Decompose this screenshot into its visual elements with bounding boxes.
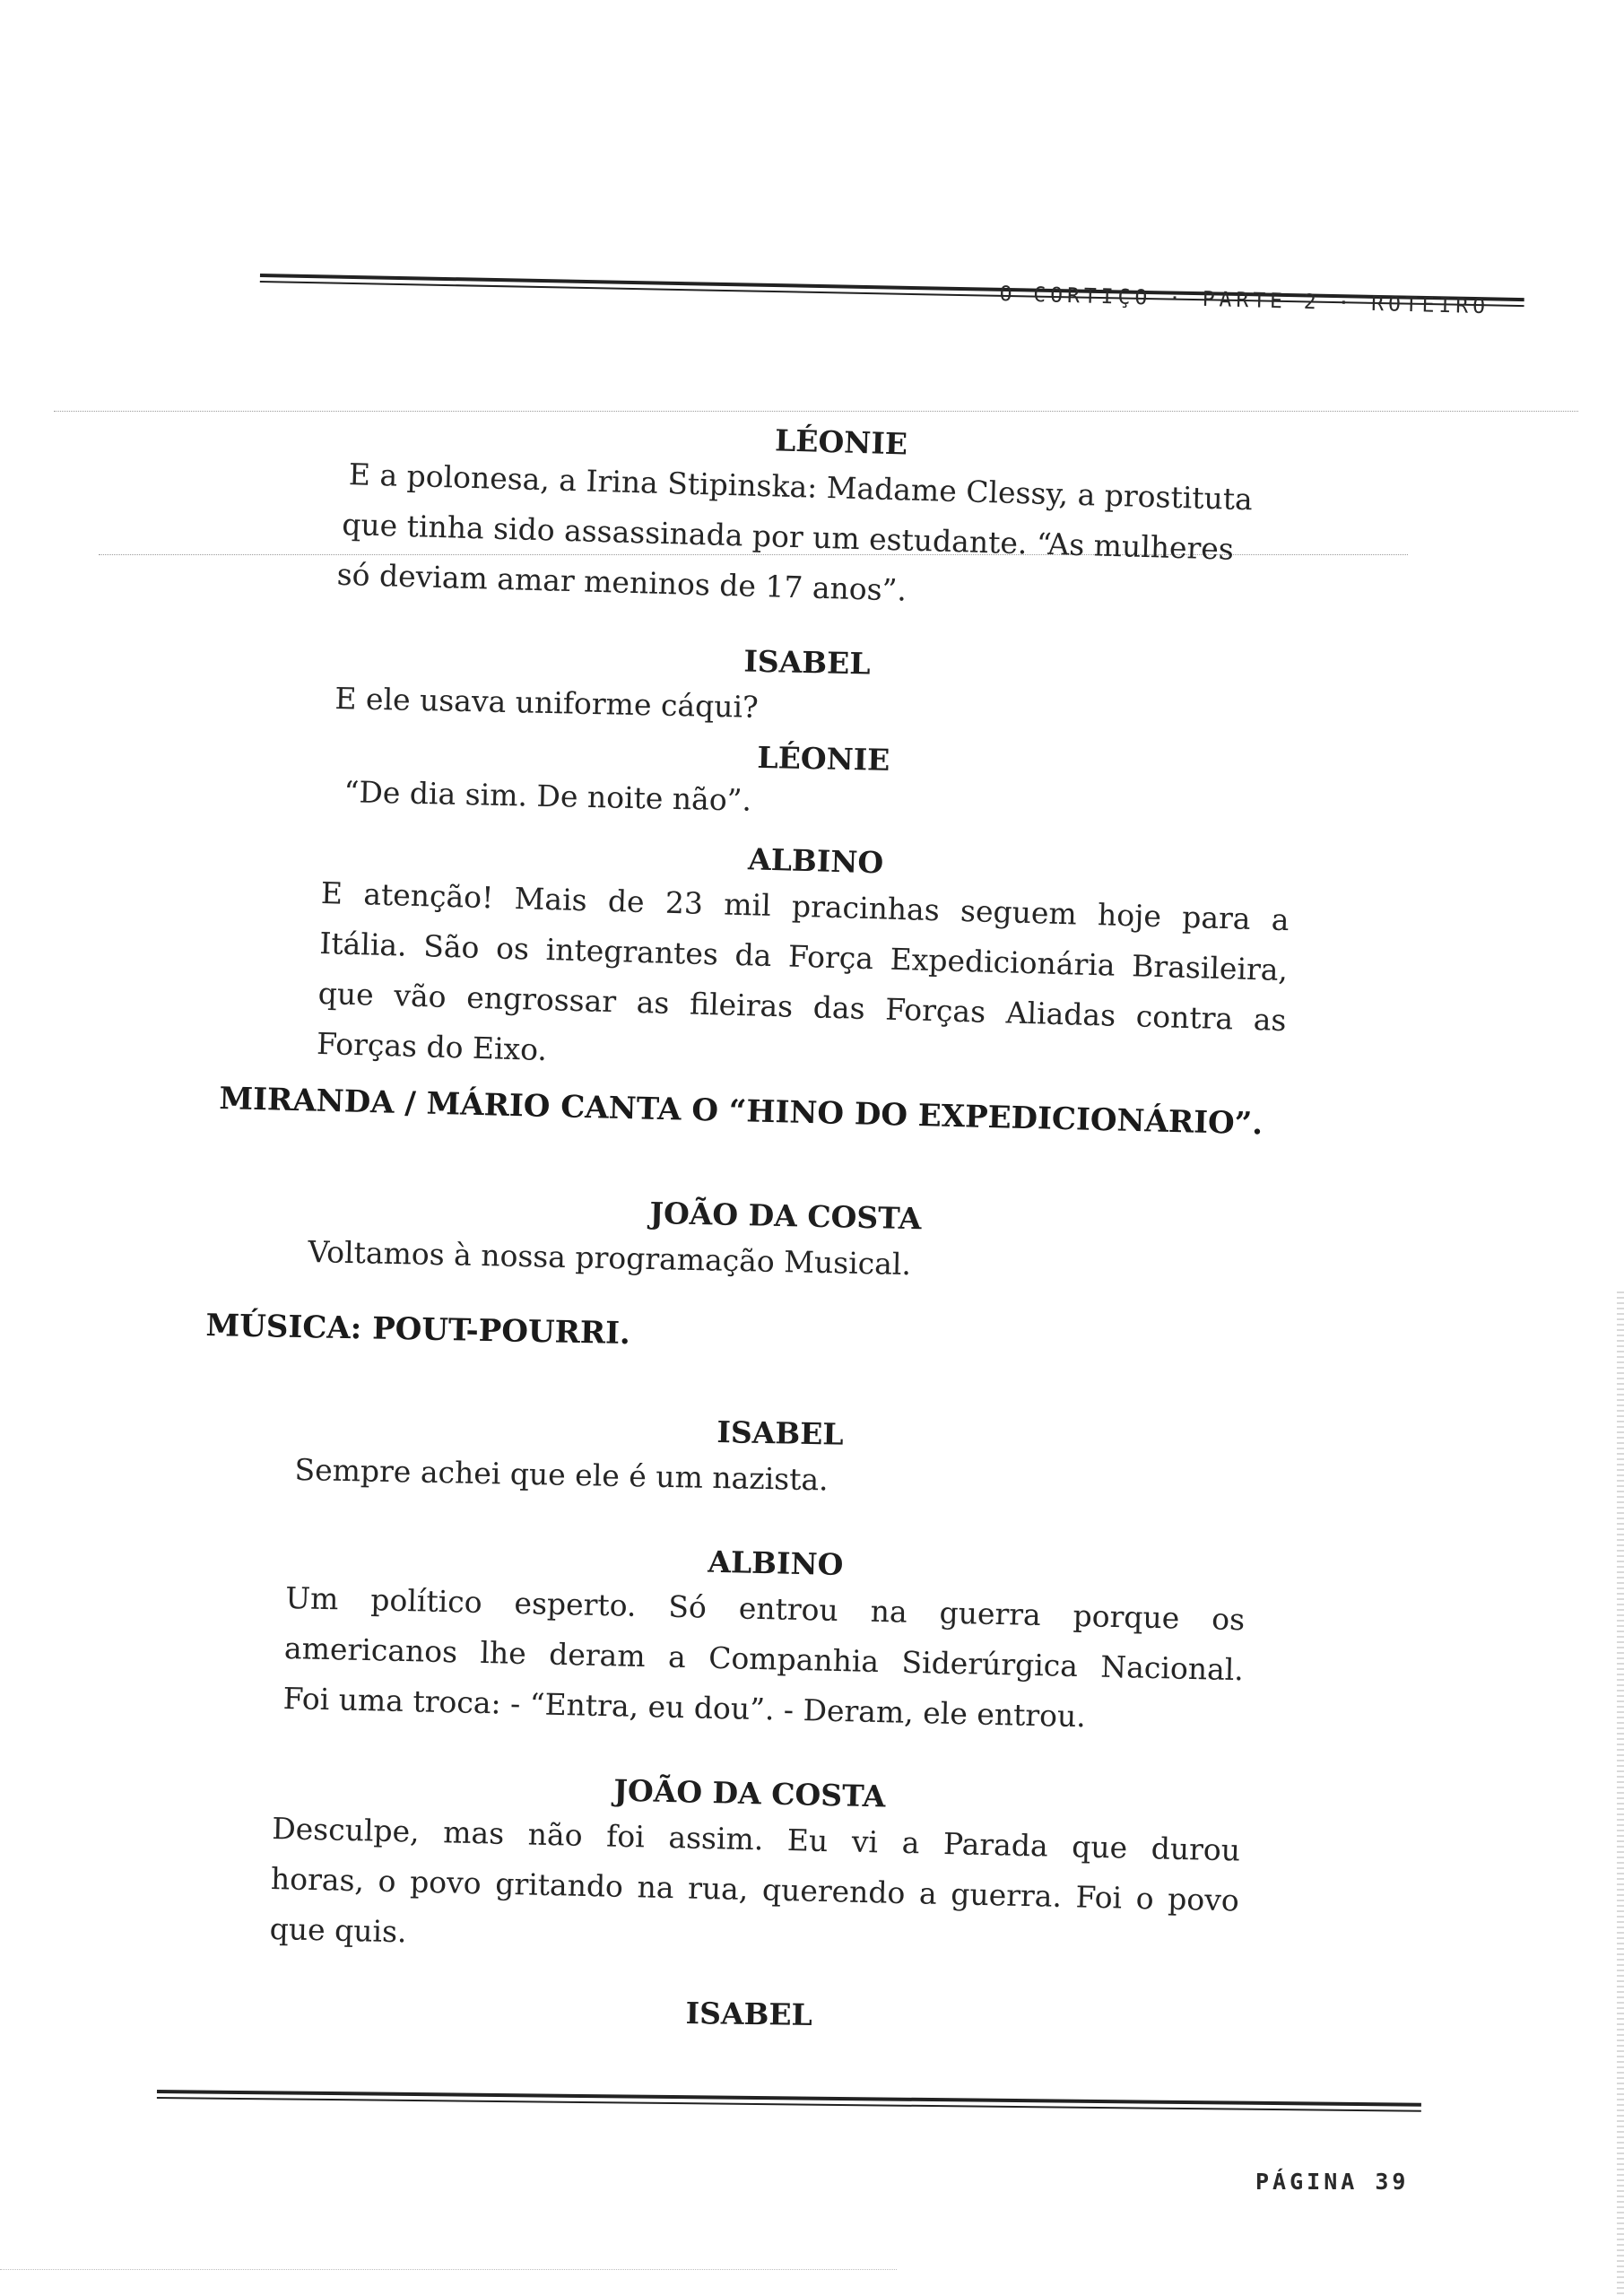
dialogue-block [685,1993,812,2036]
speaker-name: ISABEL [716,1414,844,1452]
footer-rule [157,2090,1421,2112]
dialogue-line: “De dia sim. De noite não”. [343,774,752,818]
speaker-name: ALBINO [747,841,884,881]
dialogue-line: Sempre achei que ele é um nazista. [294,1451,829,1498]
running-head: O CORTIÇO · PARTE 2 · ROTEIRO [999,283,1490,319]
dialogue-line: Um político esperto. Só entrou na guerra porque os [284,1579,1246,1638]
speaker-name: ISABEL [685,1995,813,2032]
speaker-name: ISABEL [743,643,871,682]
dialogue-line: só deviam amar meninos de 17 anos”. [336,556,908,608]
page-number: PÁGINA 39 [1255,2169,1410,2195]
dialogue-line: E a polonesa, a Irina Stipinska: Madame Clessy, a prostituta [348,457,1254,517]
dialogue-line: E ele usava uniforme cáqui? [334,680,760,725]
dialogue-line: Forças do Eixo. [316,1025,548,1068]
speaker-name: LÉONIE [774,422,908,462]
speaker-name: ALBINO [707,1544,844,1583]
stage-direction: MIRANDA / MÁRIO CANTA O “HINO DO EXPEDICIONÁRIO”. [219,1081,1264,1143]
dialogue-line: que tinha sido assassinada por um estudante. “As mulheres [341,506,1235,567]
dialogue-line: Foi uma troca: - “Entra, eu dou”. - Deram, ele entrou. [282,1680,1087,1735]
dialogue-block [282,1532,1246,1745]
dialogue-line: que vão engrossar as fileiras das Forças Aliadas contra as [317,975,1287,1039]
dialogue-block [334,731,964,831]
dialogue-line: americanos lhe deram a Companhia Siderúrgica Nacional. [283,1630,1245,1688]
speaker-name: LÉONIE [757,739,890,778]
stage-direction: MÚSICA: POUT-POURRI. [205,1308,631,1352]
dialogue-line: Voltamos à nossa programação Musical. [308,1233,912,1283]
speaker-name: JOÃO DA COSTA [612,1772,886,1814]
dialogue-line: que quis. [269,1910,407,1950]
dialogue-line: Itália. São os integrantes da Força Expedicionária Brasileira, [318,925,1289,988]
dialogue-line: E atenção! Mais de 23 mil pracinhas seguem hoje para a [320,874,1290,938]
dialogue-block [334,632,964,737]
speaker-name: JOÃO DA COSTA [649,1195,922,1237]
scan-dotted-line [0,2269,897,2270]
scan-dotted-line [54,411,1578,412]
dialogue-line: horas, o povo gritando na rua, querendo a guerra. Foi o povo [270,1860,1240,1918]
dialogue-block [294,1404,942,1508]
dialogue-block [316,827,1290,1096]
dialogue-block [336,408,1323,627]
dialogue-block [308,1186,1009,1292]
scan-edge-mark [1617,1292,1624,2296]
dialogue-line: Desculpe, mas não foi assim. Eu vi a Parada que durou [271,1810,1241,1868]
dialogue-block [269,1762,1242,1976]
